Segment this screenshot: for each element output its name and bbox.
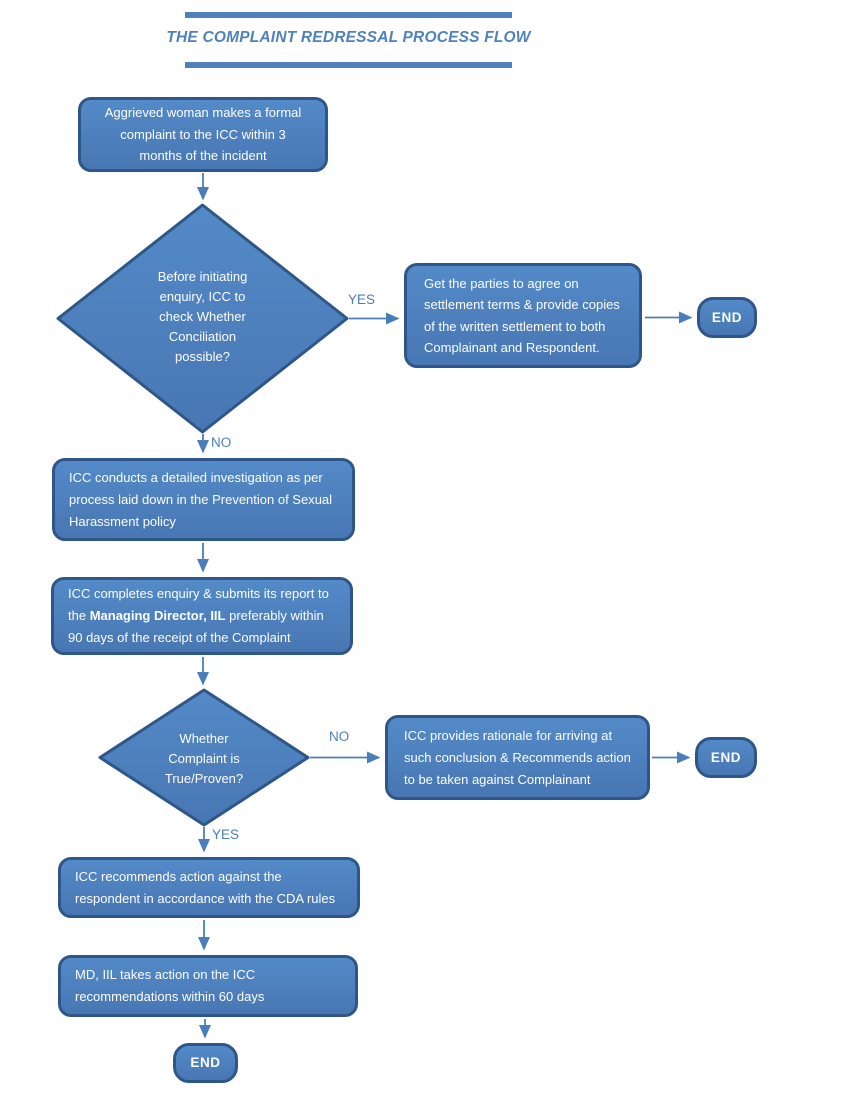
node-text-line: ICC conducts a detailed investigation as per [69, 469, 323, 485]
page-title: THE COMPLAINT REDRESSAL PROCESS FLOW [166, 29, 531, 46]
node-report [51, 577, 353, 655]
node-text-line: check Whether [159, 309, 246, 324]
node-text-line: respondent in accordance with the CDA rules [75, 890, 336, 906]
node-text-line: True/Proven? [164, 771, 244, 786]
node-text-line: Whether [179, 731, 229, 746]
node-text-line: Get the parties to agree on [424, 275, 579, 291]
node-text-line: ICC provides rationale for arriving at [404, 727, 613, 743]
report-text-before: the [68, 608, 90, 623]
node-text-line: Complaint is [168, 751, 240, 766]
node-end-settlement [697, 297, 757, 338]
node-text-line: possible? [175, 349, 230, 364]
node-investigation [52, 458, 355, 541]
end-label: END [711, 309, 743, 325]
node-text-line: ICC recommends action against the [75, 868, 282, 884]
node-text-line: settlement terms & provide copies [424, 297, 620, 312]
end-label: END [190, 1055, 221, 1071]
node-text-line: of the written settlement to both [424, 318, 606, 334]
decision-proven-text [129, 729, 279, 789]
branch-label-no: NO [329, 729, 350, 744]
end-label: END [710, 749, 742, 765]
node-text-line: Conciliation [168, 329, 237, 344]
node-rationale [385, 715, 650, 800]
branch-label-yes: YES [212, 827, 240, 842]
node-text-line: Before initiating [157, 269, 248, 284]
node-text-line: MD, IIL takes action on the ICC [75, 967, 256, 982]
node-text-line: complaint to the ICC within 3 [120, 126, 286, 142]
node-settlement [404, 263, 642, 368]
node-cda-action [58, 857, 360, 918]
branch-label-yes: YES [348, 292, 376, 307]
title-rule-top [185, 12, 512, 18]
branch-label-no: NO [211, 435, 232, 450]
node-end-final [173, 1043, 238, 1083]
node-text-line: such conclusion & Recommends action [404, 749, 631, 765]
report-text-bold: Managing Director, IIL [89, 608, 226, 623]
node-text-line: 90 days of the receipt of the Complaint [68, 630, 291, 645]
node-text-line: ICC completes enquiry & submits its report to [68, 586, 329, 601]
node-md-action [58, 955, 358, 1017]
node-text-line: enquiry, ICC to [159, 289, 246, 304]
node-end-rationale [695, 737, 757, 778]
decision-conciliation-text [120, 267, 285, 367]
node-text-line: recommendations within 60 days [75, 989, 265, 1004]
node-text-line: Aggrieved woman makes a formal [104, 105, 302, 121]
report-text-after: preferably within [225, 608, 324, 623]
node-start [78, 97, 328, 172]
title-rule-bottom [185, 62, 512, 68]
node-text-line: process laid down in the Prevention of Sexual [69, 491, 333, 507]
node-text-line: Complainant and Respondent. [424, 340, 600, 355]
node-text-line [68, 605, 336, 627]
node-text-line: months of the incident [139, 148, 267, 164]
node-text-line: to be taken against Complainant [404, 771, 591, 787]
node-text-line: Harassment policy [69, 513, 176, 529]
